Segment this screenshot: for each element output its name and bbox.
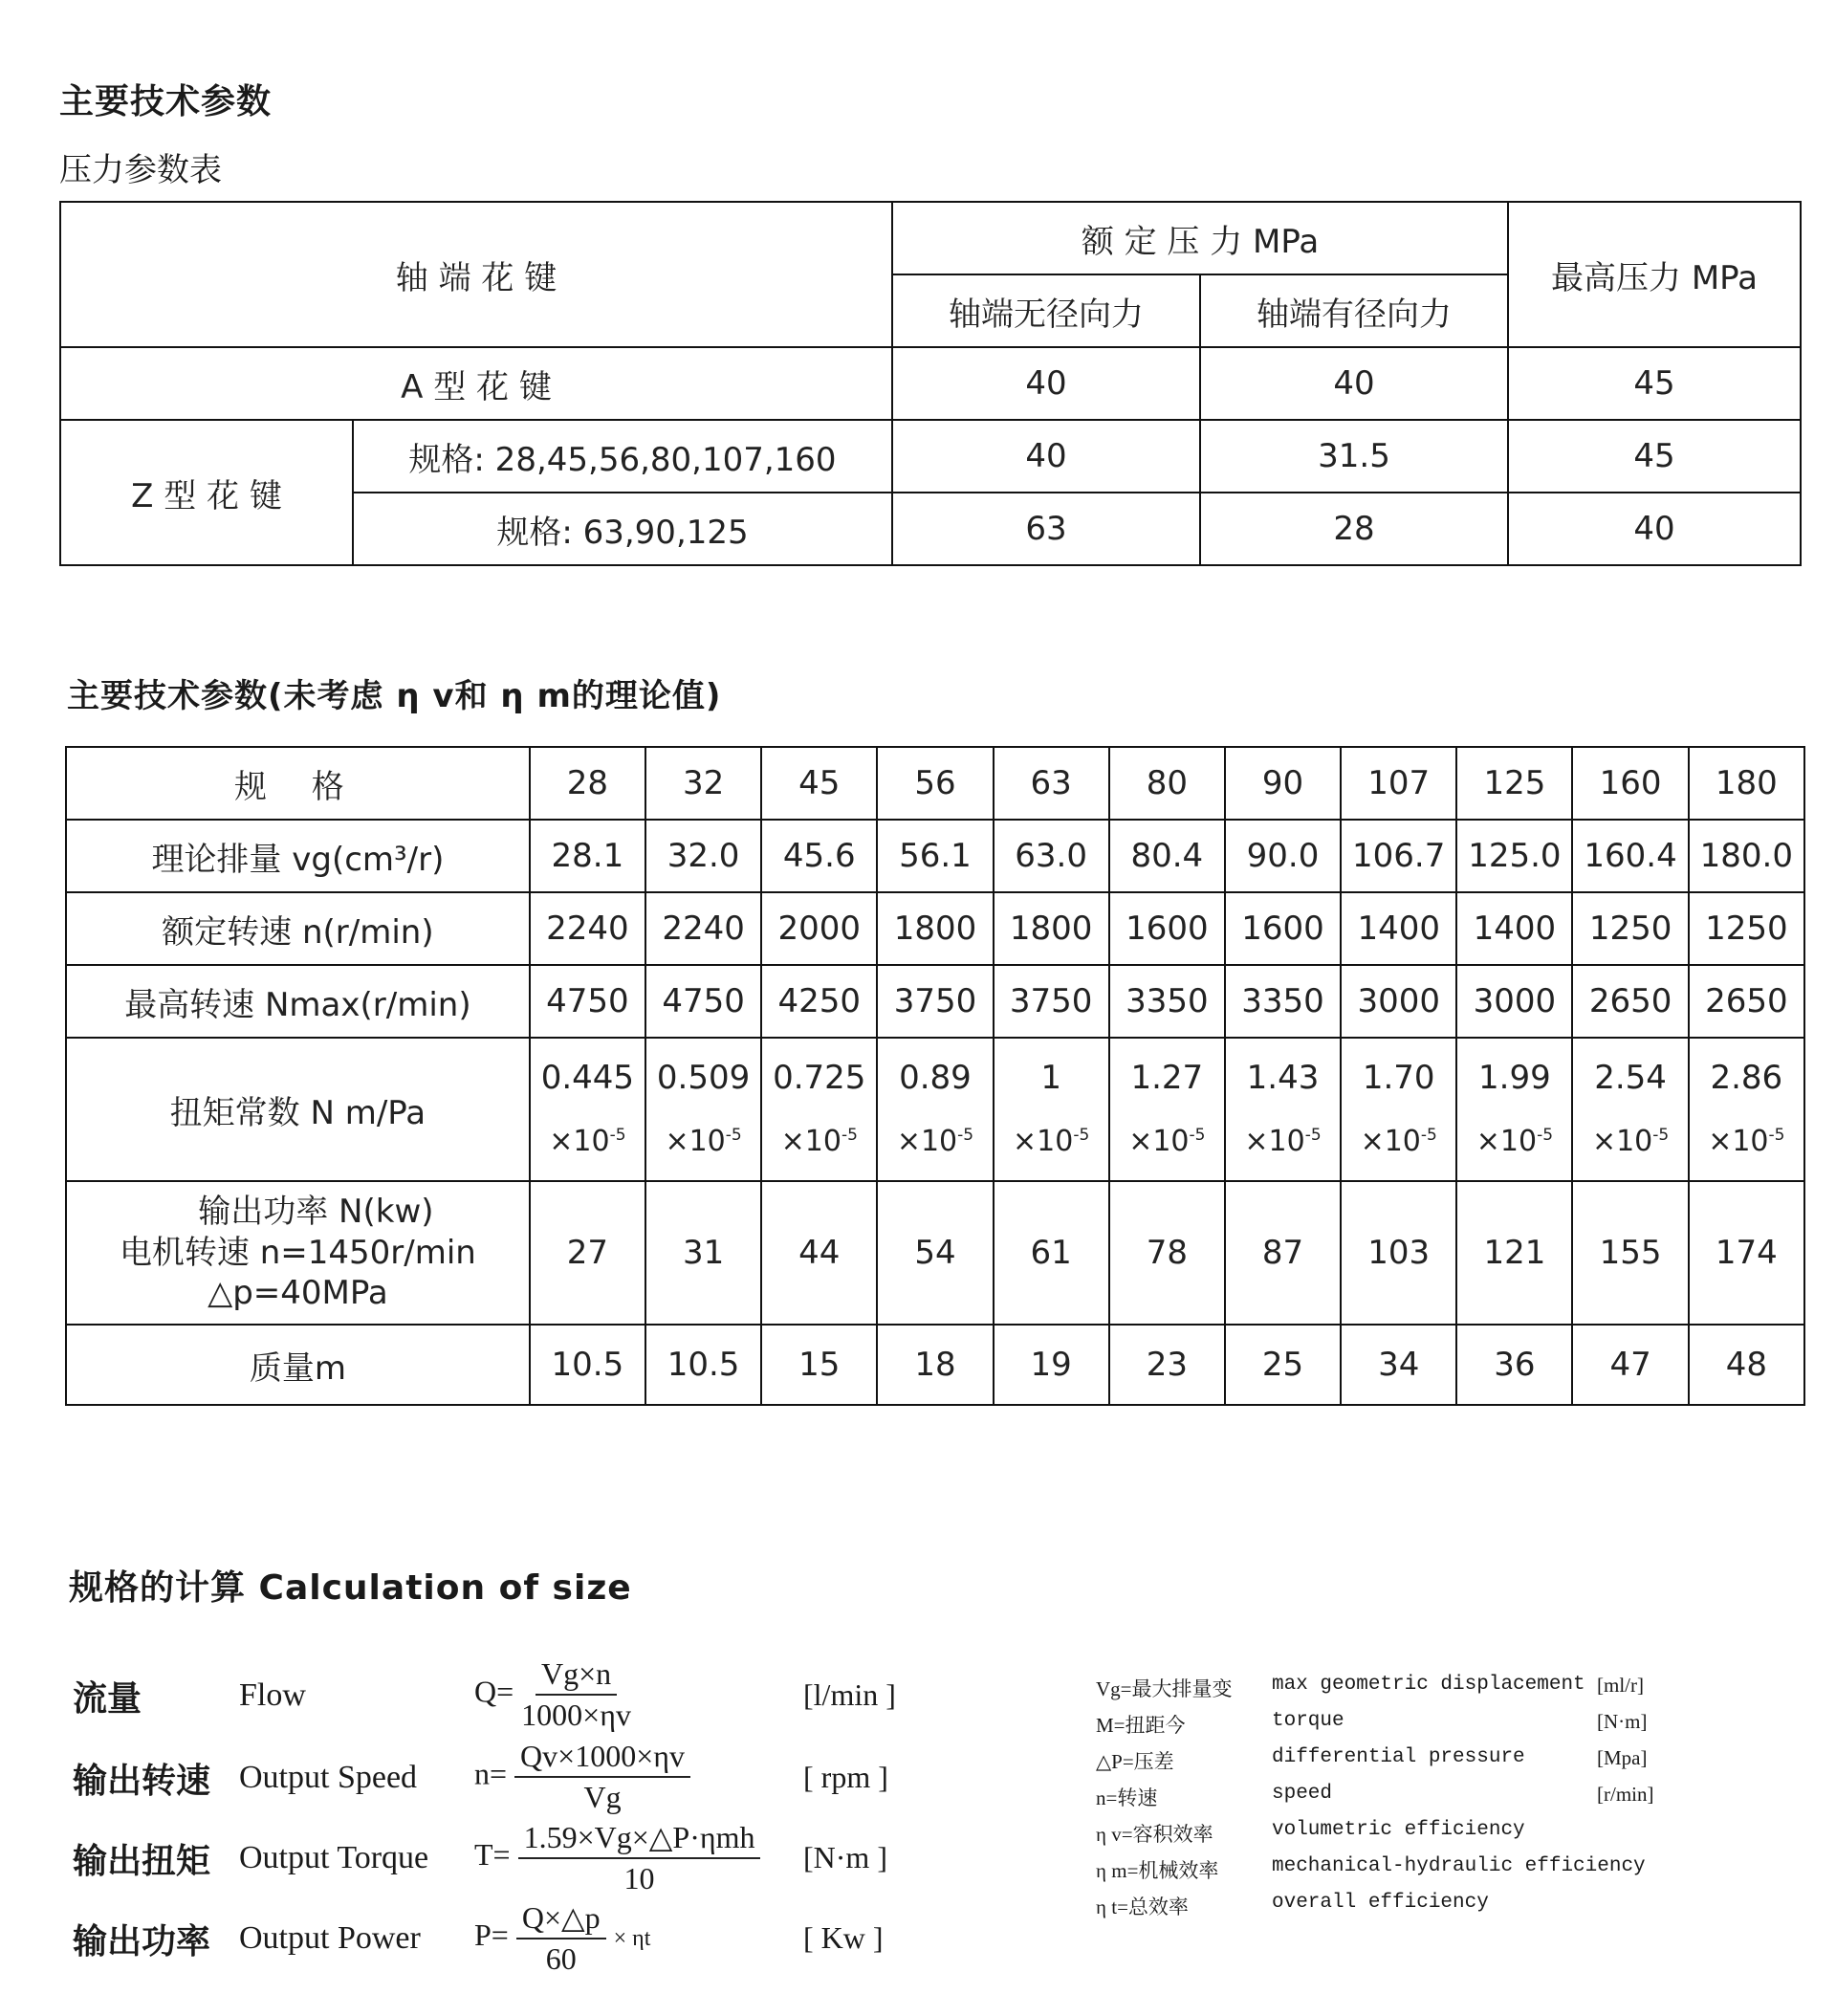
- formula-expression: Q= $\frac{Vg\times n}{1000\times\eta v}$: [474, 1656, 631, 1732]
- formula-flow: [67, 1656, 928, 1741]
- table-row: [66, 1038, 1804, 1181]
- cell: 2.54 $\times 10^{-5}$: [1572, 1038, 1688, 1181]
- cell: 4250: [761, 965, 877, 1038]
- cell: 23: [1109, 1325, 1225, 1405]
- row-label-z-spec2: 规格: 63,90,125: [353, 493, 892, 565]
- cell: 28: [1200, 493, 1508, 565]
- formula-cn-label: 输出转速: [73, 1762, 211, 1801]
- cell: 36: [1456, 1325, 1572, 1405]
- row-label-rated_speed: 额定转速 n(r/min): [66, 892, 530, 965]
- header-no-radial: 轴端无径向力: [892, 274, 1200, 347]
- legend-item: η m=机械效率 mechanical-hydraulic efficiency: [1096, 1855, 1646, 1882]
- cell: 78: [1109, 1181, 1225, 1325]
- formula-power: [67, 1900, 928, 1983]
- formula-en-label: Flow: [239, 1677, 306, 1713]
- cell: 18: [877, 1325, 993, 1405]
- cell: 1400: [1341, 892, 1456, 965]
- cell: 103: [1341, 1181, 1456, 1325]
- cell: 121: [1456, 1181, 1572, 1325]
- formula-en-label: Output Speed: [239, 1760, 418, 1795]
- cell: 125.0: [1456, 820, 1572, 892]
- formula-speed: [67, 1739, 928, 1823]
- cell: 63.0: [994, 820, 1109, 892]
- row-label-z-spec1: 规格: 28,45,56,80,107,160: [353, 420, 892, 493]
- cell: 1.70 $\times 10^{-5}$: [1341, 1038, 1456, 1181]
- cell: 2240: [530, 892, 645, 965]
- formula-en-label: Output Torque: [239, 1840, 429, 1875]
- cell: 1.43 $\times 10^{-5}$: [1225, 1038, 1341, 1181]
- legend-item: △P=压差 differential pressure [Mpa]: [1096, 1746, 1648, 1773]
- formula-en-label: Output Power: [239, 1920, 421, 1956]
- cell: 1250: [1572, 892, 1688, 965]
- spec-cell: 90: [1225, 747, 1341, 820]
- cell: 3000: [1456, 965, 1572, 1038]
- cell: 40: [1508, 493, 1801, 565]
- spec-cell: 80: [1109, 747, 1225, 820]
- cell: 2000: [761, 892, 877, 965]
- cell: 0.725 $\times 10^{-5}$: [761, 1038, 877, 1181]
- cell: 19: [994, 1325, 1109, 1405]
- row-label-power: 输出功率 N(kw) 电机转速 n=1450r/min △p=40MPa: [66, 1181, 530, 1325]
- spec-cell: 56: [877, 747, 993, 820]
- cell: 1 $\times 10^{-5}$: [994, 1038, 1109, 1181]
- pressure-table: [59, 201, 1802, 566]
- row-label-displacement: 理论排量 vg(cm³/r): [66, 820, 530, 892]
- cell: 87: [1225, 1181, 1341, 1325]
- cell: 54: [877, 1181, 993, 1325]
- formula-torque: [67, 1820, 928, 1903]
- spec-cell: 160: [1572, 747, 1688, 820]
- cell: 174: [1689, 1181, 1804, 1325]
- cell: 15: [761, 1325, 877, 1405]
- spec-cell: 32: [645, 747, 761, 820]
- cell: 34: [1341, 1325, 1456, 1405]
- cell: 2.86 $\times 10^{-5}$: [1689, 1038, 1804, 1181]
- cell: 45: [1508, 420, 1801, 493]
- cell: 1800: [994, 892, 1109, 965]
- table-row: [66, 1181, 1804, 1325]
- formula-cn-label: 输出功率: [73, 1922, 211, 1961]
- cell: 2650: [1689, 965, 1804, 1038]
- cell: 28.1: [530, 820, 645, 892]
- formula-unit: [ rpm ]: [803, 1760, 888, 1794]
- cell: 2650: [1572, 965, 1688, 1038]
- cell: 40: [892, 420, 1200, 493]
- cell: 3350: [1109, 965, 1225, 1038]
- formula-unit: [l/min ]: [803, 1677, 896, 1712]
- calc-title: 规格的计算 Calculation of size: [69, 1568, 632, 1608]
- formula-expression: n= $\frac{Qv\times 1000\times\eta v}{Vg}$: [474, 1739, 690, 1815]
- table-row: [66, 1325, 1804, 1405]
- tech-params-table: [65, 746, 1805, 1406]
- cell: 3350: [1225, 965, 1341, 1038]
- spec-cell: 125: [1456, 747, 1572, 820]
- cell: 25: [1225, 1325, 1341, 1405]
- cell: 32.0: [645, 820, 761, 892]
- spec-cell: 180: [1689, 747, 1804, 820]
- cell: 63: [892, 493, 1200, 565]
- cell: 3750: [994, 965, 1109, 1038]
- spec-header: 规 格: [66, 747, 530, 820]
- table-row: [60, 420, 1801, 493]
- cell: 4750: [530, 965, 645, 1038]
- cell: 10.5: [530, 1325, 645, 1405]
- formula-cn-label: 流量: [73, 1679, 142, 1719]
- cell: 56.1: [877, 820, 993, 892]
- cell: 44: [761, 1181, 877, 1325]
- cell: 0.445 $\times 10^{-5}$: [530, 1038, 645, 1181]
- cell: 1400: [1456, 892, 1572, 965]
- header-spline: 轴 端 花 键: [60, 202, 892, 347]
- table-row: [66, 892, 1804, 965]
- cell: 160.4: [1572, 820, 1688, 892]
- cell: 40: [1200, 347, 1508, 420]
- cell: 1600: [1109, 892, 1225, 965]
- legend-item: Vg=最大排量变 max geometric displacement [ml/r]: [1096, 1674, 1644, 1700]
- formula-unit: [ Kw ]: [803, 1920, 884, 1955]
- cell: 61: [994, 1181, 1109, 1325]
- cell: 0.89 $\times 10^{-5}$: [877, 1038, 993, 1181]
- cell: 155: [1572, 1181, 1688, 1325]
- cell: 180.0: [1689, 820, 1804, 892]
- cell: 4750: [645, 965, 761, 1038]
- pressure-table-title: 压力参数表: [59, 151, 222, 189]
- legend-item: M=扭距今 torque [N·m]: [1096, 1710, 1648, 1737]
- cell: 0.509 $\times 10^{-5}$: [645, 1038, 761, 1181]
- section-title-main: 主要技术参数: [59, 82, 273, 121]
- formula-expression: P= $\frac{Q\times\triangle p}{60}$ × ηt: [474, 1900, 651, 1976]
- cell: 106.7: [1341, 820, 1456, 892]
- cell: 31.5: [1200, 420, 1508, 493]
- table-row: [66, 965, 1804, 1038]
- table-row: [66, 820, 1804, 892]
- cell: 1.27 $\times 10^{-5}$: [1109, 1038, 1225, 1181]
- spec-cell: 63: [994, 747, 1109, 820]
- cell: 10.5: [645, 1325, 761, 1405]
- header-rated-pressure: 额 定 压 力 MPa: [892, 202, 1508, 274]
- cell: 80.4: [1109, 820, 1225, 892]
- cell: 40: [892, 347, 1200, 420]
- cell: 3750: [877, 965, 993, 1038]
- header-with-radial: 轴端有径向力: [1200, 274, 1508, 347]
- formula-cn-label: 输出扭矩: [73, 1842, 211, 1881]
- cell: 48: [1689, 1325, 1804, 1405]
- cell: 27: [530, 1181, 645, 1325]
- formula-unit: [N·m ]: [803, 1840, 887, 1874]
- spec-cell: 45: [761, 747, 877, 820]
- row-label-torque: 扭矩常数 N m/Pa: [66, 1038, 530, 1181]
- header-max-pressure: 最高压力 MPa: [1508, 202, 1801, 347]
- spec-cell: 107: [1341, 747, 1456, 820]
- cell: 45.6: [761, 820, 877, 892]
- cell: 1.99 $\times 10^{-5}$: [1456, 1038, 1572, 1181]
- cell: 31: [645, 1181, 761, 1325]
- table-row: [66, 747, 1804, 820]
- cell: 2240: [645, 892, 761, 965]
- spec-cell: 28: [530, 747, 645, 820]
- row-label-mass: 质量m: [66, 1325, 530, 1405]
- row-label-max_speed: 最高转速 Nmax(r/min): [66, 965, 530, 1038]
- table-row: [60, 347, 1801, 420]
- row-label-a-type: A 型 花 键: [60, 347, 892, 420]
- row-label-z-type: Z 型 花 键: [60, 420, 353, 565]
- legend-item: n=转速 speed [r/min]: [1096, 1783, 1654, 1809]
- symbol-legend: [1090, 1674, 1664, 1928]
- legend-item: η v=容积效率 volumetric efficiency: [1096, 1819, 1525, 1846]
- tech-params-title: 主要技术参数(未考虑 η v和 η m的理论值): [67, 677, 722, 715]
- cell: 1800: [877, 892, 993, 965]
- cell: 1250: [1689, 892, 1804, 965]
- cell: 45: [1508, 347, 1801, 420]
- cell: 3000: [1341, 965, 1456, 1038]
- cell: 47: [1572, 1325, 1688, 1405]
- cell: 1600: [1225, 892, 1341, 965]
- cell: 90.0: [1225, 820, 1341, 892]
- legend-item: η t=总效率 overall efficiency: [1096, 1892, 1489, 1918]
- formula-expression: T= $\frac{\text{1.59×Vg×△P·ηmh}}{10}$: [474, 1819, 760, 1896]
